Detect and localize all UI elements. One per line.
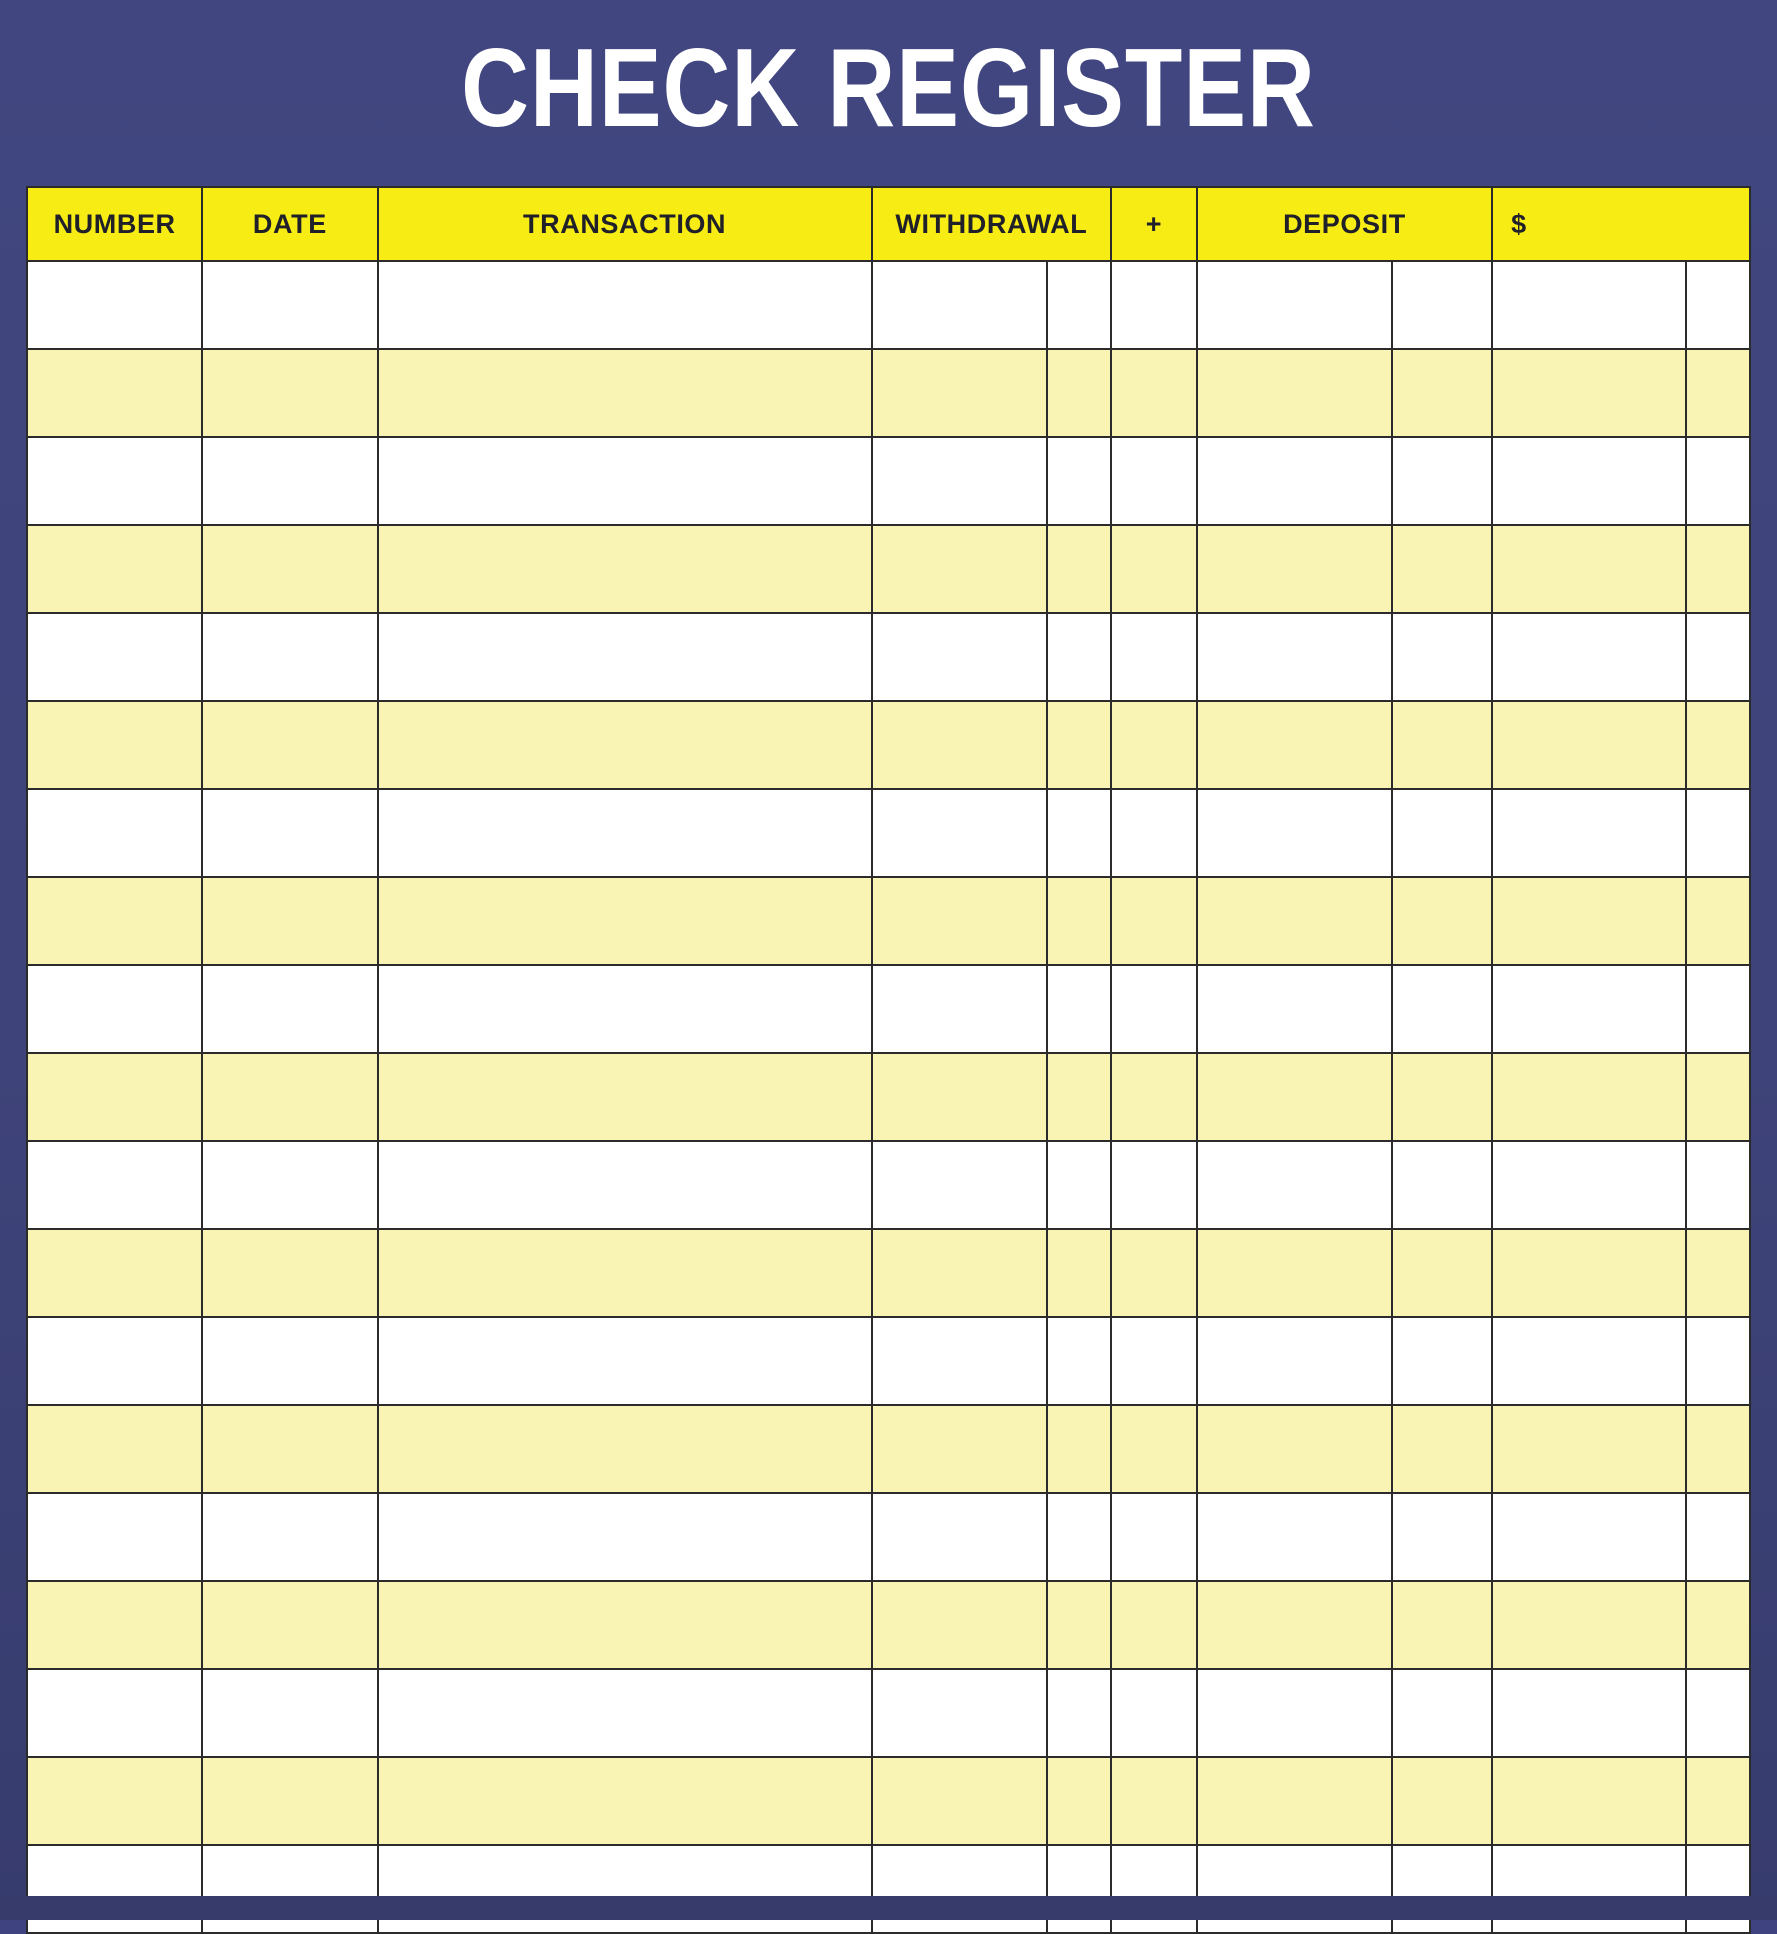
cell-transaction[interactable] (378, 525, 872, 613)
cell-deposit_cents[interactable] (1392, 1581, 1492, 1669)
cell-balance_cents[interactable] (1686, 613, 1750, 701)
cell-deposit_cents[interactable] (1392, 1229, 1492, 1317)
cell-transaction[interactable] (378, 1317, 872, 1405)
cell-withdrawal[interactable] (872, 525, 1047, 613)
cell-balance_cents[interactable] (1686, 1757, 1750, 1845)
cell-withdrawal[interactable] (872, 1757, 1047, 1845)
table-row[interactable] (27, 261, 1750, 349)
cell-withdrawal_cents[interactable] (1047, 1757, 1111, 1845)
cell-withdrawal[interactable] (872, 1405, 1047, 1493)
table-body (27, 261, 1750, 1933)
cell-balance[interactable] (1492, 1405, 1686, 1493)
cell-balance[interactable] (1492, 1053, 1686, 1141)
cell-number[interactable] (27, 1229, 202, 1317)
cell-deposit_cents[interactable] (1392, 1141, 1492, 1229)
cell-balance_cents[interactable] (1686, 789, 1750, 877)
cell-transaction[interactable] (378, 1757, 872, 1845)
cell-balance[interactable] (1492, 965, 1686, 1053)
cell-cleared[interactable] (1111, 1669, 1197, 1757)
cell-date[interactable] (202, 1757, 377, 1845)
cell-withdrawal_cents[interactable] (1047, 965, 1111, 1053)
cell-deposit[interactable] (1197, 1757, 1393, 1845)
cell-balance[interactable] (1492, 701, 1686, 789)
cell-number[interactable] (27, 1581, 202, 1669)
cell-number[interactable] (27, 701, 202, 789)
cell-deposit_cents[interactable] (1392, 1317, 1492, 1405)
cell-deposit[interactable] (1197, 613, 1393, 701)
cell-balance_cents[interactable] (1686, 437, 1750, 525)
cell-deposit_cents[interactable] (1392, 965, 1492, 1053)
cell-cleared[interactable] (1111, 1493, 1197, 1581)
cell-cleared[interactable] (1111, 1757, 1197, 1845)
cell-balance_cents[interactable] (1686, 1141, 1750, 1229)
cell-deposit_cents[interactable] (1392, 1669, 1492, 1757)
cell-deposit_cents[interactable] (1392, 1757, 1492, 1845)
cell-balance[interactable] (1492, 1493, 1686, 1581)
cell-balance_cents[interactable] (1686, 1053, 1750, 1141)
check-register-table (26, 186, 1751, 1934)
table-row[interactable] (27, 1581, 1750, 1669)
cell-balance[interactable] (1492, 1757, 1686, 1845)
cell-balance[interactable] (1492, 789, 1686, 877)
cell-transaction[interactable] (378, 437, 872, 525)
cell-balance_cents[interactable] (1686, 877, 1750, 965)
cell-balance[interactable] (1492, 1669, 1686, 1757)
cell-balance[interactable] (1492, 437, 1686, 525)
cell-number[interactable] (27, 525, 202, 613)
cell-cleared[interactable] (1111, 613, 1197, 701)
cell-balance[interactable] (1492, 877, 1686, 965)
cell-withdrawal_cents[interactable] (1047, 261, 1111, 349)
cell-cleared[interactable] (1111, 349, 1197, 437)
cell-balance_cents[interactable] (1686, 261, 1750, 349)
column-header-withdrawal: WITHDRAWAL (872, 187, 1111, 261)
cell-withdrawal[interactable] (872, 613, 1047, 701)
cell-deposit[interactable] (1197, 1053, 1393, 1141)
cell-withdrawal[interactable] (872, 877, 1047, 965)
cell-balance_cents[interactable] (1686, 525, 1750, 613)
cell-number[interactable] (27, 877, 202, 965)
cell-transaction[interactable] (378, 701, 872, 789)
cell-deposit_cents[interactable] (1392, 437, 1492, 525)
cell-date[interactable] (202, 1317, 377, 1405)
cell-withdrawal_cents[interactable] (1047, 877, 1111, 965)
cell-transaction[interactable] (378, 1229, 872, 1317)
cell-transaction[interactable] (378, 1581, 872, 1669)
cell-cleared[interactable] (1111, 701, 1197, 789)
cell-deposit_cents[interactable] (1392, 525, 1492, 613)
cell-date[interactable] (202, 1493, 377, 1581)
column-header-balance: $ (1492, 187, 1750, 261)
cell-withdrawal_cents[interactable] (1047, 1581, 1111, 1669)
cell-number[interactable] (27, 349, 202, 437)
cell-number[interactable] (27, 613, 202, 701)
cell-deposit[interactable] (1197, 349, 1393, 437)
cell-withdrawal_cents[interactable] (1047, 437, 1111, 525)
cell-balance_cents[interactable] (1686, 1229, 1750, 1317)
cell-withdrawal_cents[interactable] (1047, 701, 1111, 789)
cell-deposit[interactable] (1197, 525, 1393, 613)
cell-withdrawal_cents[interactable] (1047, 1669, 1111, 1757)
table-row[interactable] (27, 1053, 1750, 1141)
cell-withdrawal[interactable] (872, 789, 1047, 877)
cell-transaction[interactable] (378, 877, 872, 965)
cell-withdrawal_cents[interactable] (1047, 613, 1111, 701)
cell-cleared[interactable] (1111, 965, 1197, 1053)
cell-deposit[interactable] (1197, 1229, 1393, 1317)
cell-balance_cents[interactable] (1686, 1493, 1750, 1581)
cell-date[interactable] (202, 877, 377, 965)
cell-date[interactable] (202, 1405, 377, 1493)
cell-cleared[interactable] (1111, 1581, 1197, 1669)
cell-withdrawal_cents[interactable] (1047, 789, 1111, 877)
cell-withdrawal[interactable] (872, 1493, 1047, 1581)
table-row[interactable] (27, 1405, 1750, 1493)
cell-date[interactable] (202, 525, 377, 613)
cell-number[interactable] (27, 1757, 202, 1845)
cell-number[interactable] (27, 1317, 202, 1405)
cell-deposit[interactable] (1197, 1493, 1393, 1581)
cell-balance[interactable] (1492, 1581, 1686, 1669)
column-header-date: DATE (202, 187, 377, 261)
cell-deposit_cents[interactable] (1392, 1053, 1492, 1141)
cell-deposit[interactable] (1197, 437, 1393, 525)
cell-transaction[interactable] (378, 613, 872, 701)
cell-balance_cents[interactable] (1686, 349, 1750, 437)
table-row[interactable] (27, 1493, 1750, 1581)
cell-withdrawal_cents[interactable] (1047, 1317, 1111, 1405)
cell-date[interactable] (202, 789, 377, 877)
cell-date[interactable] (202, 965, 377, 1053)
cell-number[interactable] (27, 1141, 202, 1229)
cell-deposit_cents[interactable] (1392, 349, 1492, 437)
cell-balance_cents[interactable] (1686, 1669, 1750, 1757)
cell-number[interactable] (27, 1669, 202, 1757)
cell-balance[interactable] (1492, 349, 1686, 437)
cell-withdrawal_cents[interactable] (1047, 349, 1111, 437)
table-row[interactable] (27, 437, 1750, 525)
cell-number[interactable] (27, 437, 202, 525)
cell-balance[interactable] (1492, 1317, 1686, 1405)
cell-transaction[interactable] (378, 1669, 872, 1757)
table-row[interactable] (27, 1669, 1750, 1757)
cell-withdrawal[interactable] (872, 1053, 1047, 1141)
table-row[interactable] (27, 789, 1750, 877)
cell-number[interactable] (27, 965, 202, 1053)
cell-withdrawal[interactable] (872, 1669, 1047, 1757)
cell-deposit_cents[interactable] (1392, 1493, 1492, 1581)
column-header-cleared: + (1111, 187, 1197, 261)
cell-date[interactable] (202, 1669, 377, 1757)
table-header (27, 187, 1750, 261)
table-header-row (27, 187, 1750, 261)
cell-number[interactable] (27, 1405, 202, 1493)
cell-date[interactable] (202, 613, 377, 701)
cell-withdrawal_cents[interactable] (1047, 1141, 1111, 1229)
cell-cleared[interactable] (1111, 1141, 1197, 1229)
cell-deposit[interactable] (1197, 1581, 1393, 1669)
cell-balance[interactable] (1492, 1229, 1686, 1317)
cell-withdrawal[interactable] (872, 965, 1047, 1053)
cell-balance[interactable] (1492, 613, 1686, 701)
cell-cleared[interactable] (1111, 877, 1197, 965)
cell-balance_cents[interactable] (1686, 701, 1750, 789)
column-header-deposit: DEPOSIT (1197, 187, 1492, 261)
cell-cleared[interactable] (1111, 789, 1197, 877)
cell-balance[interactable] (1492, 261, 1686, 349)
cell-cleared[interactable] (1111, 525, 1197, 613)
cell-date[interactable] (202, 701, 377, 789)
table-row[interactable] (27, 701, 1750, 789)
cell-withdrawal[interactable] (872, 1581, 1047, 1669)
cell-deposit[interactable] (1197, 965, 1393, 1053)
cell-withdrawal[interactable] (872, 1141, 1047, 1229)
cell-balance_cents[interactable] (1686, 1317, 1750, 1405)
cell-transaction[interactable] (378, 1141, 872, 1229)
cell-date[interactable] (202, 261, 377, 349)
table-row[interactable] (27, 613, 1750, 701)
cell-transaction[interactable] (378, 349, 872, 437)
cell-deposit[interactable] (1197, 877, 1393, 965)
cell-balance_cents[interactable] (1686, 1405, 1750, 1493)
cell-deposit[interactable] (1197, 1669, 1393, 1757)
cell-transaction[interactable] (378, 261, 872, 349)
table-row[interactable] (27, 965, 1750, 1053)
cell-withdrawal[interactable] (872, 1317, 1047, 1405)
cell-withdrawal[interactable] (872, 437, 1047, 525)
cell-deposit_cents[interactable] (1392, 1405, 1492, 1493)
cell-deposit[interactable] (1197, 701, 1393, 789)
table-row[interactable] (27, 1757, 1750, 1845)
cell-deposit[interactable] (1197, 789, 1393, 877)
table-row[interactable] (27, 525, 1750, 613)
cell-deposit[interactable] (1197, 1141, 1393, 1229)
column-header-transaction: TRANSACTION (378, 187, 872, 261)
cell-balance[interactable] (1492, 525, 1686, 613)
cell-number[interactable] (27, 1493, 202, 1581)
cell-transaction[interactable] (378, 1053, 872, 1141)
cell-date[interactable] (202, 1581, 377, 1669)
cell-date[interactable] (202, 1141, 377, 1229)
page-title: CHECK REGISTER (461, 25, 1316, 150)
cell-number[interactable] (27, 1053, 202, 1141)
cell-balance[interactable] (1492, 1141, 1686, 1229)
cell-transaction[interactable] (378, 1493, 872, 1581)
cell-withdrawal_cents[interactable] (1047, 1053, 1111, 1141)
cell-number[interactable] (27, 789, 202, 877)
cell-withdrawal[interactable] (872, 1229, 1047, 1317)
cell-withdrawal[interactable] (872, 261, 1047, 349)
cell-withdrawal_cents[interactable] (1047, 1229, 1111, 1317)
cell-cleared[interactable] (1111, 1405, 1197, 1493)
table-row[interactable] (27, 1317, 1750, 1405)
cell-deposit_cents[interactable] (1392, 701, 1492, 789)
bottom-strip (0, 1896, 1777, 1920)
cell-deposit[interactable] (1197, 1405, 1393, 1493)
cell-cleared[interactable] (1111, 1317, 1197, 1405)
table-row[interactable] (27, 1229, 1750, 1317)
cell-number[interactable] (27, 261, 202, 349)
cell-cleared[interactable] (1111, 1053, 1197, 1141)
cell-deposit_cents[interactable] (1392, 613, 1492, 701)
title-bar (0, 0, 1777, 176)
cell-date[interactable] (202, 349, 377, 437)
cell-transaction[interactable] (378, 965, 872, 1053)
cell-transaction[interactable] (378, 1405, 872, 1493)
cell-cleared[interactable] (1111, 437, 1197, 525)
cell-date[interactable] (202, 437, 377, 525)
cell-withdrawal_cents[interactable] (1047, 525, 1111, 613)
cell-balance_cents[interactable] (1686, 1581, 1750, 1669)
cell-cleared[interactable] (1111, 261, 1197, 349)
cell-deposit_cents[interactable] (1392, 877, 1492, 965)
cell-withdrawal[interactable] (872, 701, 1047, 789)
cell-balance_cents[interactable] (1686, 965, 1750, 1053)
cell-deposit_cents[interactable] (1392, 261, 1492, 349)
cell-deposit[interactable] (1197, 1317, 1393, 1405)
cell-withdrawal[interactable] (872, 349, 1047, 437)
cell-date[interactable] (202, 1229, 377, 1317)
table-row[interactable] (27, 349, 1750, 437)
cell-deposit_cents[interactable] (1392, 789, 1492, 877)
cell-withdrawal_cents[interactable] (1047, 1405, 1111, 1493)
column-header-number: NUMBER (27, 187, 202, 261)
cell-date[interactable] (202, 1053, 377, 1141)
table-row[interactable] (27, 1141, 1750, 1229)
cell-cleared[interactable] (1111, 1229, 1197, 1317)
cell-transaction[interactable] (378, 789, 872, 877)
table-row[interactable] (27, 877, 1750, 965)
cell-withdrawal_cents[interactable] (1047, 1493, 1111, 1581)
cell-deposit[interactable] (1197, 261, 1393, 349)
